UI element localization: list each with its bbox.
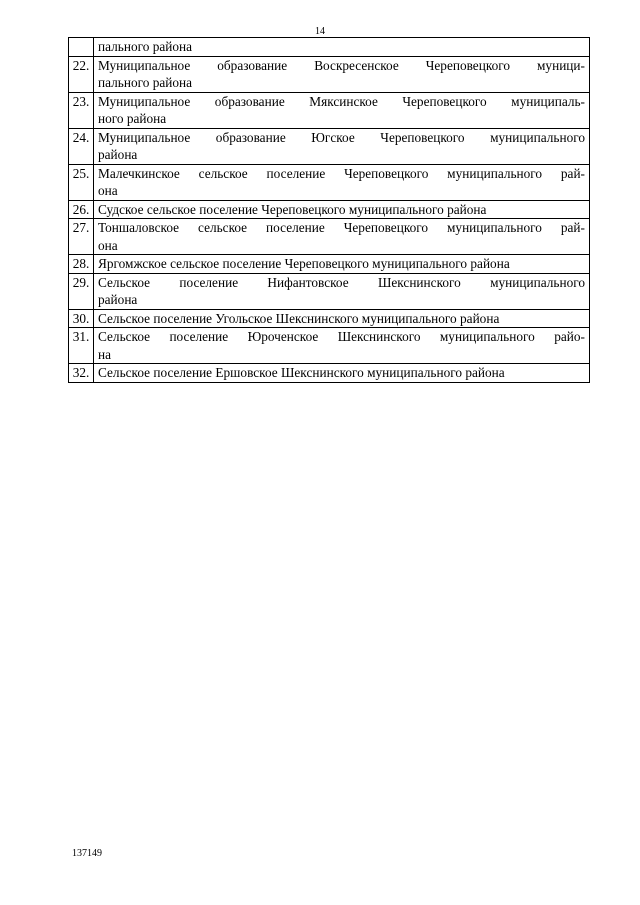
row-number: 23. — [69, 92, 94, 128]
table-row — [69, 219, 590, 255]
page-number: 14 — [315, 26, 325, 37]
row-number: 32. — [69, 364, 94, 383]
table-row — [69, 328, 590, 364]
row-number: 22. — [69, 56, 94, 92]
table-row — [69, 364, 590, 383]
row-text: Муниципальное образование Воскресенское Череповецкого муници- пального района — [94, 56, 590, 92]
row-text: Муниципальное образование Мяксинское Череповецкого муниципаль- ного района — [94, 92, 590, 128]
row-text: Сельское поселение Юроченское Шекснинского муниципального райо- на — [94, 328, 590, 364]
row-text: Малечкинское сельское поселение Череповецкого муниципального рай- она — [94, 164, 590, 200]
row-number: 29. — [69, 273, 94, 309]
table-row — [69, 38, 590, 57]
table-row — [69, 255, 590, 274]
row-number: 26. — [69, 200, 94, 219]
row-text: Сельское поселение Угольское Шекснинского муниципального района — [94, 309, 590, 328]
row-number: 27. — [69, 219, 94, 255]
table-row — [69, 164, 590, 200]
table-row — [69, 273, 590, 309]
table-row — [69, 309, 590, 328]
table-row — [69, 92, 590, 128]
row-text: Сельское поселение Нифантовское Шекснинского муниципального района — [94, 273, 590, 309]
row-number: 28. — [69, 255, 94, 274]
row-text: Муниципальное образование Югское Череповецкого муниципального района — [94, 128, 590, 164]
row-text: Яргомжское сельское поселение Череповецкого муниципального района — [94, 255, 590, 274]
row-text: Судское сельское поселение Череповецкого муниципального района — [94, 200, 590, 219]
document-code: 137149 — [72, 848, 102, 859]
row-number: 24. — [69, 128, 94, 164]
table-row — [69, 56, 590, 92]
row-number: 25. — [69, 164, 94, 200]
table-row — [69, 128, 590, 164]
settlements-table — [68, 37, 590, 383]
row-number: 31. — [69, 328, 94, 364]
row-text: пального района — [94, 38, 590, 57]
table-row — [69, 200, 590, 219]
row-number — [69, 38, 94, 57]
row-text: Сельское поселение Ершовское Шекснинского муниципального района — [94, 364, 590, 383]
row-text: Тоншаловское сельское поселение Череповецкого муниципального рай- она — [94, 219, 590, 255]
row-number: 30. — [69, 309, 94, 328]
